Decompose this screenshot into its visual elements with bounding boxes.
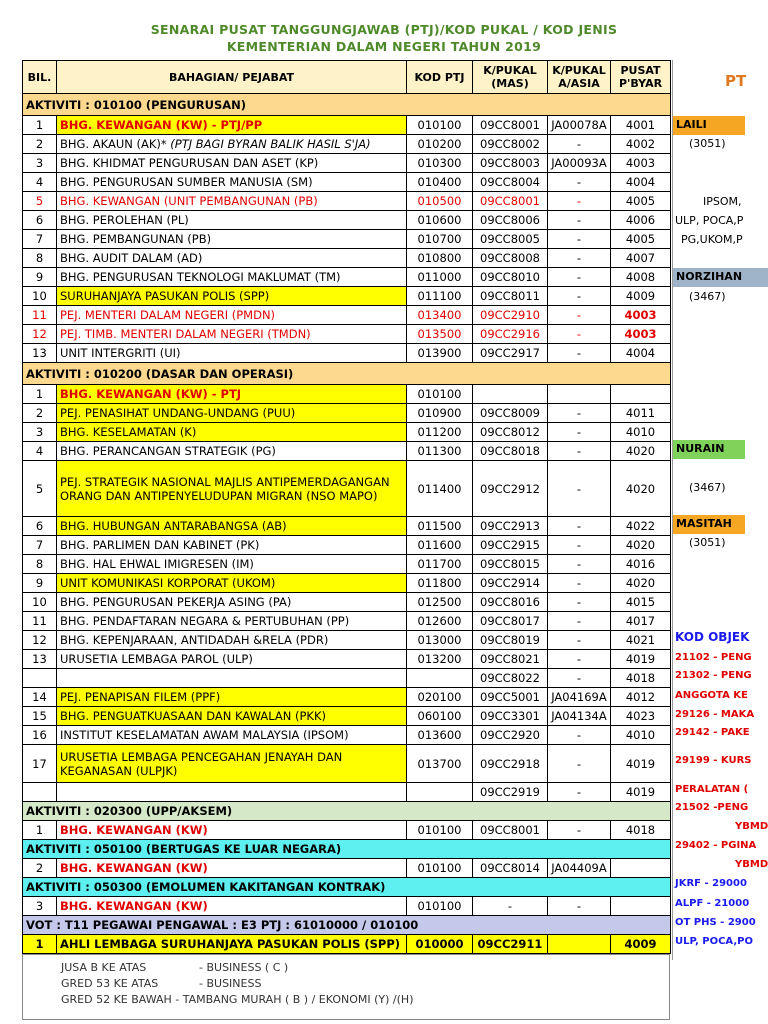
kod-objek-item: YBMD xyxy=(735,821,768,832)
table-row: 8 BHG. HAL EHWAL IMIGRESEN (IM) 011700 09CC8015 - 4016 xyxy=(23,555,671,574)
kod-objek-item: 21502 -PENG xyxy=(675,802,749,813)
table-row: 09CC2919 - 4019 xyxy=(23,783,671,802)
note-text: PG,UKOM,P xyxy=(681,233,743,246)
table-row: 3 BHG. KESELAMATAN (K) 011200 09CC8012 - 4010 xyxy=(23,423,671,442)
kod-objek-item: PERALATAN ( xyxy=(675,784,749,795)
table-row: 1 AHLI LEMBAGA SURUHANJAYA PASUKAN POLIS (SPP) 010000 09CC2911 4009 xyxy=(23,935,671,954)
officer-code: (3051) xyxy=(689,536,726,549)
table-row: 9 UNIT KOMUNIKASI KORPORAT (UKOM) 011800 09CC2914 - 4020 xyxy=(23,574,671,593)
page-title-line1: SENARAI PUSAT TANGGUNGJAWAB (PTJ)/KOD PUKAL / KOD JENIS xyxy=(150,22,618,37)
table-row: 11 BHG. PENDAFTARAN NEGARA & PERTUBUHAN (PP) 012600 09CC8017 - 4017 xyxy=(23,612,671,631)
kod-objek-heading: KOD OBJEK xyxy=(675,630,750,644)
kod-objek-item: ALPF - 21000 xyxy=(675,898,750,909)
right-panel-title: PT xyxy=(725,72,747,90)
kod-objek-item: 21302 - PENG xyxy=(675,670,752,681)
table-row: 9 BHG. PENGURUSAN TEKNOLOGI MAKLUMAT (TM) 011000 09CC8010 - 4008 xyxy=(23,268,671,287)
officer-laili: LAILI xyxy=(673,116,745,135)
table-row: 13 UNIT INTERGRITI (UI) 013900 09CC2917 - 4004 xyxy=(23,344,671,363)
officer-masitah: MASITAH xyxy=(673,515,745,534)
table-row: 09CC8022 - 4018 xyxy=(23,669,671,688)
table-row: 15 BHG. PENGUATKUASAAN DAN KAWALAN (PKK) 060100 09CC3301 JA04134A 4023 xyxy=(23,707,671,726)
kod-objek-item: ANGGOTA KE xyxy=(675,690,748,701)
table-row: 16 INSTITUT KESELAMATAN AWAM MALAYSIA (IPSOM) 013600 09CC2920 - 4010 xyxy=(23,726,671,745)
kod-objek-item: 29126 - MAKA xyxy=(675,709,755,720)
table-row: 2 BHG. KEWANGAN (KW) 010100 09CC8014 JA04409A xyxy=(23,859,671,878)
kod-objek-item: 21102 - PENG xyxy=(675,652,752,663)
kod-objek-item: YBMD xyxy=(735,859,768,870)
table-row: 5 BHG. KEWANGAN (UNIT PEMBANGUNAN (PB) 010500 09CC8001 - 4005 xyxy=(23,192,671,211)
section-row: AKTIVITI : 020300 (UPP/AKSEM) xyxy=(23,802,671,821)
table-row: 2 PEJ. PENASIHAT UNDANG-UNDANG (PUU) 010900 09CC8009 - 4011 xyxy=(23,404,671,423)
note-jusa-class: - BUSINESS ( C ) xyxy=(199,961,289,974)
table-row: 7 BHG. PEMBANGUNAN (PB) 010700 09CC8005 - 4005 xyxy=(23,230,671,249)
table-row: 5 PEJ. STRATEGIK NASIONAL MAJLIS ANTIPEMERDAGANGAN ORANG DAN ANTIPENYELUDUPAN MIGRAN (NSO MAPO) 011400 09CC2912 - 4020 xyxy=(23,461,671,517)
table-row: 1 BHG. KEWANGAN (KW) - PTJ 010100 xyxy=(23,385,671,404)
note-text: ULP, POCA,P xyxy=(675,214,744,227)
kod-objek-item: 29142 - PAKE xyxy=(675,727,750,738)
table-row: 10 SURUHANJAYA PASUKAN POLIS (SPP) 011100 09CC8011 - 4009 xyxy=(23,287,671,306)
section-row: AKTIVITI : 010100 (PENGURUSAN) xyxy=(23,94,671,116)
table-row: 7 BHG. PARLIMEN DAN KABINET (PK) 011600 09CC2915 - 4020 xyxy=(23,536,671,555)
col-pusat-pbyar: PUSAT P'BYAR xyxy=(611,61,671,94)
kod-objek-item: ULP, POCA,PO xyxy=(675,936,753,947)
note-jusa: JUSA B KE ATAS xyxy=(61,961,147,974)
officer-code: (3467) xyxy=(689,290,726,303)
col-bil: BIL. xyxy=(23,61,57,94)
table-row: 12 BHG. KEPENJARAAN, ANTIDADAH &RELA (PDR) 013000 09CC8019 - 4021 xyxy=(23,631,671,650)
section-row: VOT : T11 PEGAWAI PENGAWAL : E3 PTJ : 61010000 / 010100 xyxy=(23,916,671,935)
page-title-line2: KEMENTERIAN DALAM NEGERI TAHUN 2019 xyxy=(226,39,542,54)
kod-objek-item: JKRF - 29000 xyxy=(675,878,747,889)
kod-objek-item: OT PHS - 2900 xyxy=(675,917,756,928)
section-row: AKTIVITI : 010200 (DASAR DAN OPERASI) xyxy=(23,363,671,385)
table-row: 4 BHG. PERANCANGAN STRATEGIK (PG) 011300 09CC8018 - 4020 xyxy=(23,442,671,461)
table-row: 4 BHG. PENGURUSAN SUMBER MANUSIA (SM) 010400 09CC8004 - 4004 xyxy=(23,173,671,192)
note-gred53: GRED 53 KE ATAS xyxy=(61,977,159,990)
note-gred52: GRED 52 KE BAWAH - TAMBANG MURAH ( B ) / EKONOMI (Y) /(H) xyxy=(61,993,414,1006)
kod-objek-item: 29402 - PGINA xyxy=(675,840,757,851)
note-text: IPSOM, xyxy=(703,195,742,208)
right-panel xyxy=(672,60,768,960)
table-row: 1 BHG. KEWANGAN (KW) 010100 09CC8001 - 4018 xyxy=(23,821,671,840)
table-row: 8 BHG. AUDIT DALAM (AD) 010800 09CC8008 - 4007 xyxy=(23,249,671,268)
table-row: 17 URUSETIA LEMBAGA PENCEGAHAN JENAYAH DAN KEGANASAN (ULPJK) 013700 09CC2918 - 4019 xyxy=(23,745,671,783)
officer-norzihan: NORZIHAN xyxy=(673,268,768,287)
table-row: 3 BHG. KHIDMAT PENGURUSAN DAN ASET (KP) 010300 09CC8003 JA00093A 4003 xyxy=(23,154,671,173)
table-row: 6 BHG. PEROLEHAN (PL) 010600 09CC8006 - 4006 xyxy=(23,211,671,230)
officer-nurain: NURAIN xyxy=(673,440,745,459)
note-gred53-class: - BUSINESS xyxy=(199,977,262,990)
col-kpukal-mas: K/PUKAL (MAS) xyxy=(473,61,548,94)
section-row: AKTIVITI : 050100 (BERTUGAS KE LUAR NEGARA) xyxy=(23,840,671,859)
officer-code: (3051) xyxy=(689,137,726,150)
col-kod: KOD PTJ xyxy=(407,61,473,94)
table-row: 2 BHG. AKAUN (AK)* (PTJ BAGI BYRAN BALIK HASIL S'JA) 010200 09CC8002 - 4002 xyxy=(23,135,671,154)
table-row: 12 PEJ. TIMB. MENTERI DALAM NEGERI (TMDN) 013500 09CC2916 - 4003 xyxy=(23,325,671,344)
col-name: BAHAGIAN/ PEJABAT xyxy=(57,61,407,94)
officer-code: (3467) xyxy=(689,481,726,494)
col-kpukal-asia: K/PUKAL A/ASIA xyxy=(548,61,611,94)
table-row: 6 BHG. HUBUNGAN ANTARABANGSA (AB) 011500 09CC2913 - 4022 xyxy=(23,517,671,536)
table-row: 14 PEJ. PENAPISAN FILEM (PPF) 020100 09CC5001 JA04169A 4012 xyxy=(23,688,671,707)
ptj-table xyxy=(22,60,671,954)
kod-objek-item: 29199 - KURS xyxy=(675,755,752,766)
section-row: AKTIVITI : 050300 (EMOLUMEN KAKITANGAN KONTRAK) xyxy=(23,878,671,897)
table-row: 10 BHG. PENGURUSAN PEKERJA ASING (PA) 012500 09CC8016 - 4015 xyxy=(23,593,671,612)
table-row: 3 BHG. KEWANGAN (KW) 010100 - - xyxy=(23,897,671,916)
table-row: 13 URUSETIA LEMBAGA PAROL (ULP) 013200 09CC8021 - 4019 xyxy=(23,650,671,669)
table-row: 1 BHG. KEWANGAN (KW) - PTJ/PP 010100 09CC8001 JA00078A 4001 xyxy=(23,116,671,135)
footer-notes xyxy=(22,954,670,1020)
table-header-row xyxy=(23,61,671,94)
table-row: 11 PEJ. MENTERI DALAM NEGERI (PMDN) 013400 09CC2910 - 4003 xyxy=(23,306,671,325)
